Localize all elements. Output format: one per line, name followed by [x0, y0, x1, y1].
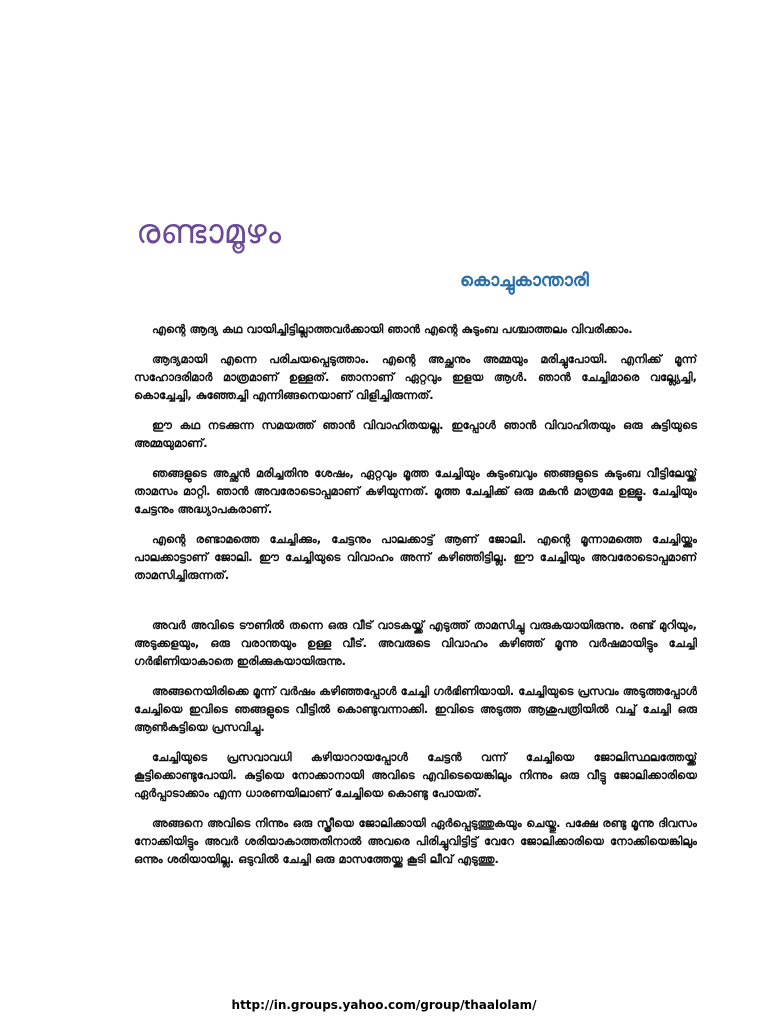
paragraph-7: അങ്ങനെയിരിക്കെ മൂന്ന് വർഷം കഴിഞ്ഞപ്പോൾ ചേച്ചി ഗർഭിണിയായി. ചേച്ചിയുടെ പ്രസവം അടുത്തപ്പോൾ ചേച്ചിയെ ഇവിടെ ഞങ്ങളുടെ വീട്ടിൽ കൊണ്ടുവന്നാക്കി. ഇവിടെ അടുത്ത ആശുപത്രിയിൽ വച്ച് ചേച്ചി ഒരു ആൺകുട്ടിയെ പ്രസവിച്ചു. — [134, 684, 697, 734]
paragraph-3: ഈ കഥ നടക്കുന്ന സമയത്ത് ഞാൻ വിവാഹിതയല്ല. ഇപ്പോൾ ഞാൻ വിവാഹിതയും ഒരു കുട്ടിയുടെ അമ്മയുമാണ്. — [134, 418, 697, 450]
paragraph-4: ഞങ്ങളുടെ അച്ഛൻ മരിച്ചതിനു ശേഷം, ഏറ്റവും മൂത്ത ചേച്ചിയും കുടുംബവും ഞങ്ങളുടെ കുടുംബ വീട്ടിലേയ്ക്ക് താമസം മാറ്റി. ഞാൻ അവരോടൊപ്പമാണ് കഴിയുന്നത്. മൂത്ത ചേച്ചിക്ക് ഒരു മകൻ മാത്രമേ ഉള്ളൂ. ചേച്ചിയും ചേട്ടനും അദ്ധ്യാപകരാണ്. — [134, 466, 697, 516]
footer-url[interactable]: http://in.groups.yahoo.com/group/thaalolam/ — [231, 998, 537, 1012]
paragraph-5: എന്റെ രണ്ടാമത്തെ ചേച്ചിക്കും, ചേട്ടനും പാലക്കാട്ട് ആണ് ജോലി. എന്റെ മൂന്നാമത്തെ ചേച്ചിയ്ക്കും പാലക്കാട്ടാണ് ജോലി. ഈ ചേച്ചിയുടെ വിവാഹം അന്ന് കഴിഞ്ഞിട്ടില്ല. ഈ ചേച്ചിയും അവരോടൊപ്പമാണ് താമസിച്ചിരുന്നത്. — [134, 532, 697, 582]
paragraph-8: ചേച്ചിയുടെ പ്രസവാവധി കഴിയാറായപ്പോൾ ചേട്ടൻ വന്ന് ചേച്ചിയെ ജോലിസ്ഥലത്തേയ്ക്ക് കൂട്ടിക്കൊണ്ടുപോയി. കുട്ടിയെ നോക്കാനായി അവിടെ എവിടെയെങ്കിലും നിന്നും ഒരു വീട്ടു ജോലിക്കാരിയെ ഏർപ്പാടാക്കാം എന്ന ധാരണയിലാണ് ചേച്ചിയെ കൊണ്ടു പോയത്. — [134, 750, 697, 800]
story-body — [134, 320, 697, 880]
author-name: കൊച്ചുകാന്താരി — [460, 270, 589, 291]
paragraph-6: അവർ അവിടെ ടൗണിൽ തന്നെ ഒരു വീട് വാടകയ്ക്ക് എടുത്ത് താമസിച്ചു വരുകയായിരുന്നു. രണ്ട് മുറിയും, അടുക്കളയും, ഒരു വരാന്തയും ഉള്ള വീട്. അവരുടെ വിവാഹം കഴിഞ്ഞ് മൂന്നു വർഷമായിട്ടും ചേച്ചി ഗർഭിണിയാകാതെ ഇരിക്കുകയായിരുന്നു. — [134, 618, 697, 668]
paragraph-1: എന്റെ ആദ്യ കഥ വായിച്ചിട്ടില്ലാത്തവർക്കായി ഞാൻ എന്റെ കുടുംബ പശ്ചാത്തലം വിവരിക്കാം. — [152, 322, 633, 336]
paragraph-2: ആദ്യമായി എന്നെ പരിചയപ്പെടുത്താം. എന്റെ അച്ഛനും അമ്മയും മരിച്ചുപോയി. എനിക്ക് മൂന്ന് സഹോദരിമാർ മാത്രമാണ് ഉള്ളത്. ഞാനാണ് ഏറ്റവും ഇളയ ആൾ. ഞാൻ ചേച്ചിമാരെ വല്ല്യേച്ചി, കൊച്ചേച്ചി, കുഞ്ഞേച്ചി എന്നിങ്ങനെയാണ് വിളിച്ചിരുന്നത്. — [134, 352, 697, 402]
story-title: രണ്ടാമൂഴം — [136, 212, 281, 252]
paragraph-9: അങ്ങനെ അവിടെ നിന്നും ഒരു സ്ത്രീയെ ജോലിക്കായി ഏർപ്പെടുത്തുകയും ചെയ്തു. പക്ഷേ രണ്ടു മൂന്നു ദിവസം നോക്കിയിട്ടും അവർ ശരിയാകാത്തതിനാൽ അവരെ പിരിച്ചുവിട്ടിട്ട് വേറേ ജോലിക്കാരിയെ നോക്കിയെങ്കിലും ഒന്നും ശരിയായില്ല. ഒടുവിൽ ചേച്ചി ഒരു മാസത്തേയ്ക്കു കൂടി ലീവ് എടുത്തു. — [134, 816, 697, 866]
